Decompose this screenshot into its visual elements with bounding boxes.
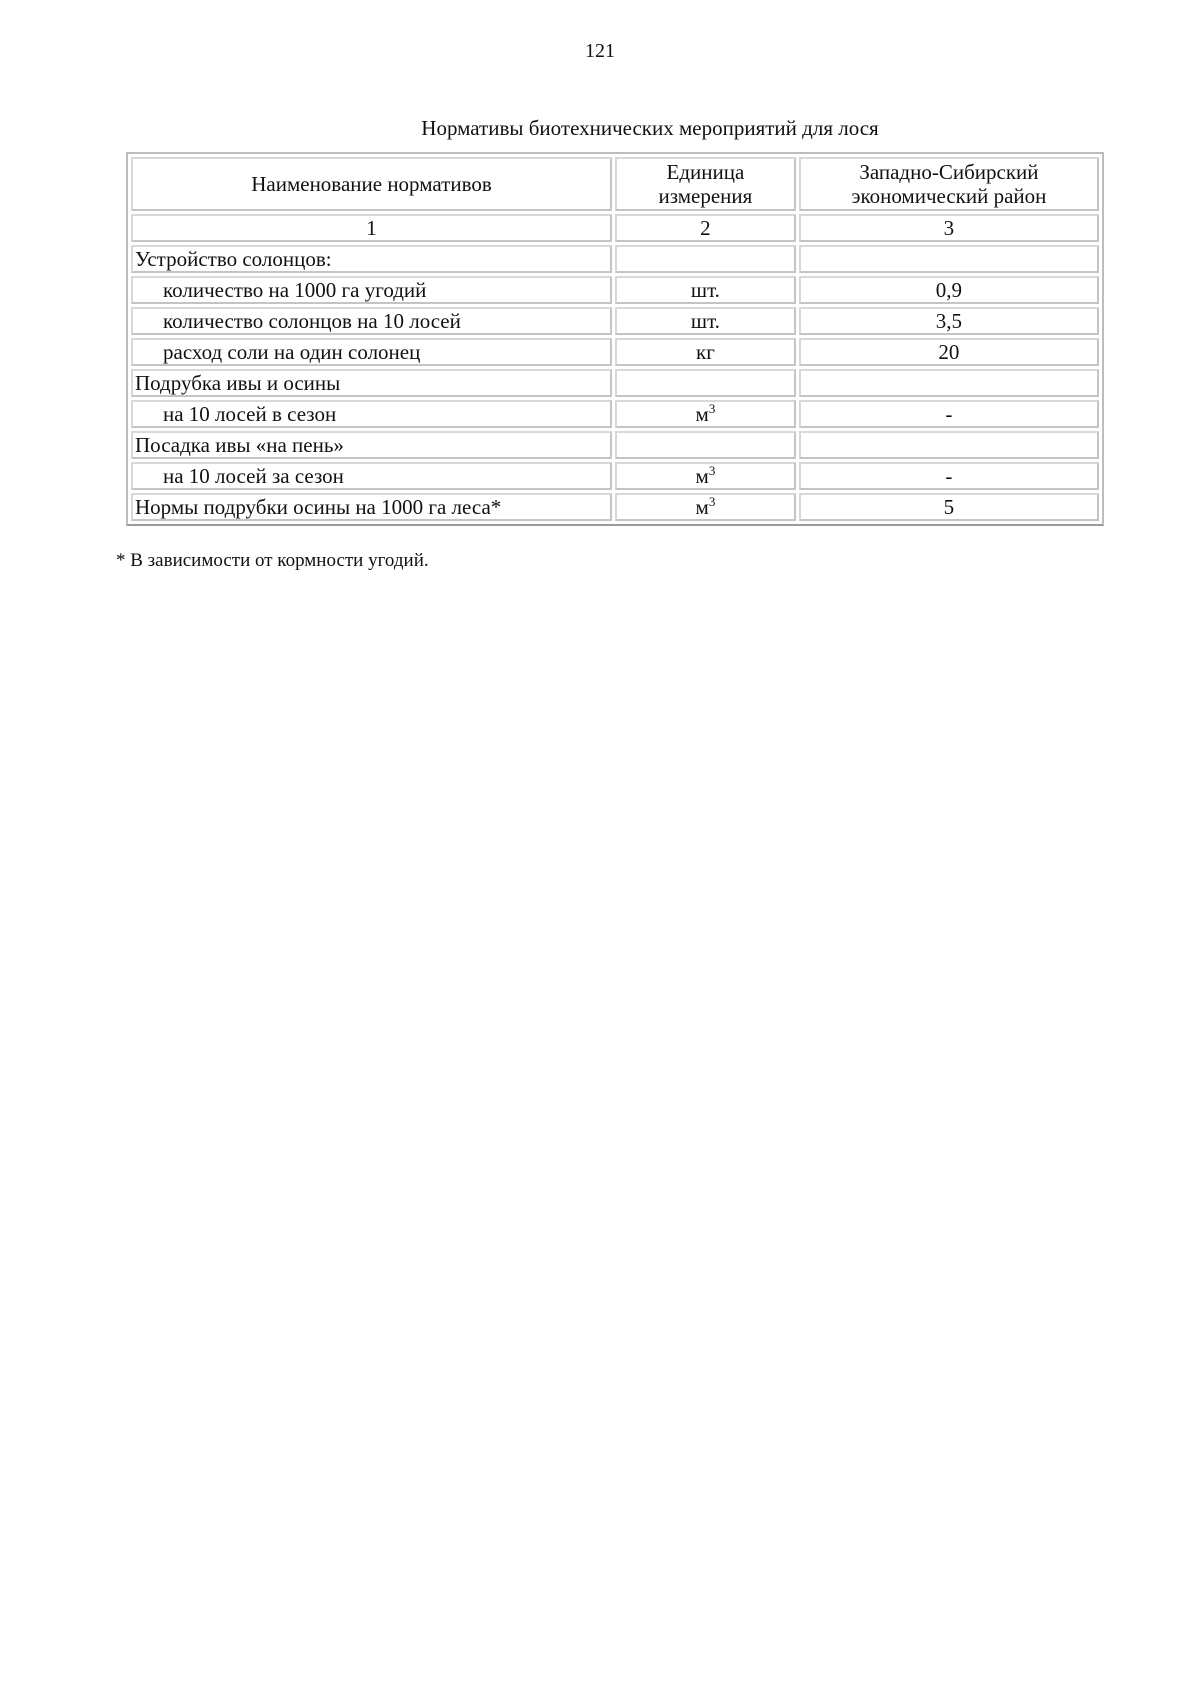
row-unit-cell <box>615 493 796 521</box>
row-name-cell: количество солонцов на 10 лосей <box>131 307 612 335</box>
unit-text: кг <box>696 340 715 364</box>
table-title: Нормативы биотехнических мероприятий для лося <box>421 116 879 140</box>
table-row <box>131 276 1099 304</box>
table-body <box>131 245 1099 521</box>
unit-text: м <box>695 495 709 519</box>
column-number-row <box>131 214 1099 242</box>
unit-text: м <box>695 402 709 426</box>
standards-table <box>126 152 1104 526</box>
table-row <box>131 245 1099 273</box>
table-header-row <box>131 157 1099 211</box>
column-number: 1 <box>131 214 612 242</box>
row-name-cell: Подрубка ивы и осины <box>131 369 612 397</box>
table-row <box>131 369 1099 397</box>
table-row <box>131 338 1099 366</box>
row-value-cell: 0,9 <box>799 276 1099 304</box>
row-value-cell: - <box>799 462 1099 490</box>
row-unit-cell <box>615 462 796 490</box>
row-value-cell: 20 <box>799 338 1099 366</box>
row-name-cell: Устройство солонцов: <box>131 245 612 273</box>
unit-text: шт. <box>690 309 720 333</box>
column-number: 3 <box>799 214 1099 242</box>
footnote: * В зависимости от кормности угодий. <box>116 550 429 571</box>
row-value-cell: 3,5 <box>799 307 1099 335</box>
table-row <box>131 400 1099 428</box>
row-unit-cell <box>615 431 796 459</box>
page-number: 121 <box>585 40 615 62</box>
row-unit-cell <box>615 400 796 428</box>
unit-superscript: 3 <box>708 494 716 509</box>
table-row <box>131 431 1099 459</box>
header-standard-name: Наименование нормативов <box>131 157 612 211</box>
unit-superscript: 3 <box>708 463 716 478</box>
row-name-cell: Нормы подрубки осины на 1000 га леса* <box>131 493 612 521</box>
row-name-cell: на 10 лосей в сезон <box>131 400 612 428</box>
row-unit-cell <box>615 369 796 397</box>
header-region: Западно-Сибирский экономический район <box>799 157 1099 211</box>
row-value-cell <box>799 245 1099 273</box>
column-number: 2 <box>615 214 796 242</box>
row-unit-cell <box>615 307 796 335</box>
row-value-cell <box>799 431 1099 459</box>
table-row <box>131 307 1099 335</box>
table-row <box>131 462 1099 490</box>
row-name-cell: расход соли на один солонец <box>131 338 612 366</box>
row-value-cell: - <box>799 400 1099 428</box>
header-unit: Единица измерения <box>615 157 796 211</box>
row-name-cell: количество на 1000 га угодий <box>131 276 612 304</box>
unit-text: м <box>695 464 709 488</box>
row-value-cell: 5 <box>799 493 1099 521</box>
row-unit-cell <box>615 276 796 304</box>
row-value-cell <box>799 369 1099 397</box>
row-unit-cell <box>615 245 796 273</box>
unit-superscript: 3 <box>708 401 716 416</box>
row-name-cell: Посадка ивы «на пень» <box>131 431 612 459</box>
row-unit-cell <box>615 338 796 366</box>
table-row <box>131 493 1099 521</box>
unit-text: шт. <box>690 278 720 302</box>
row-name-cell: на 10 лосей за сезон <box>131 462 612 490</box>
